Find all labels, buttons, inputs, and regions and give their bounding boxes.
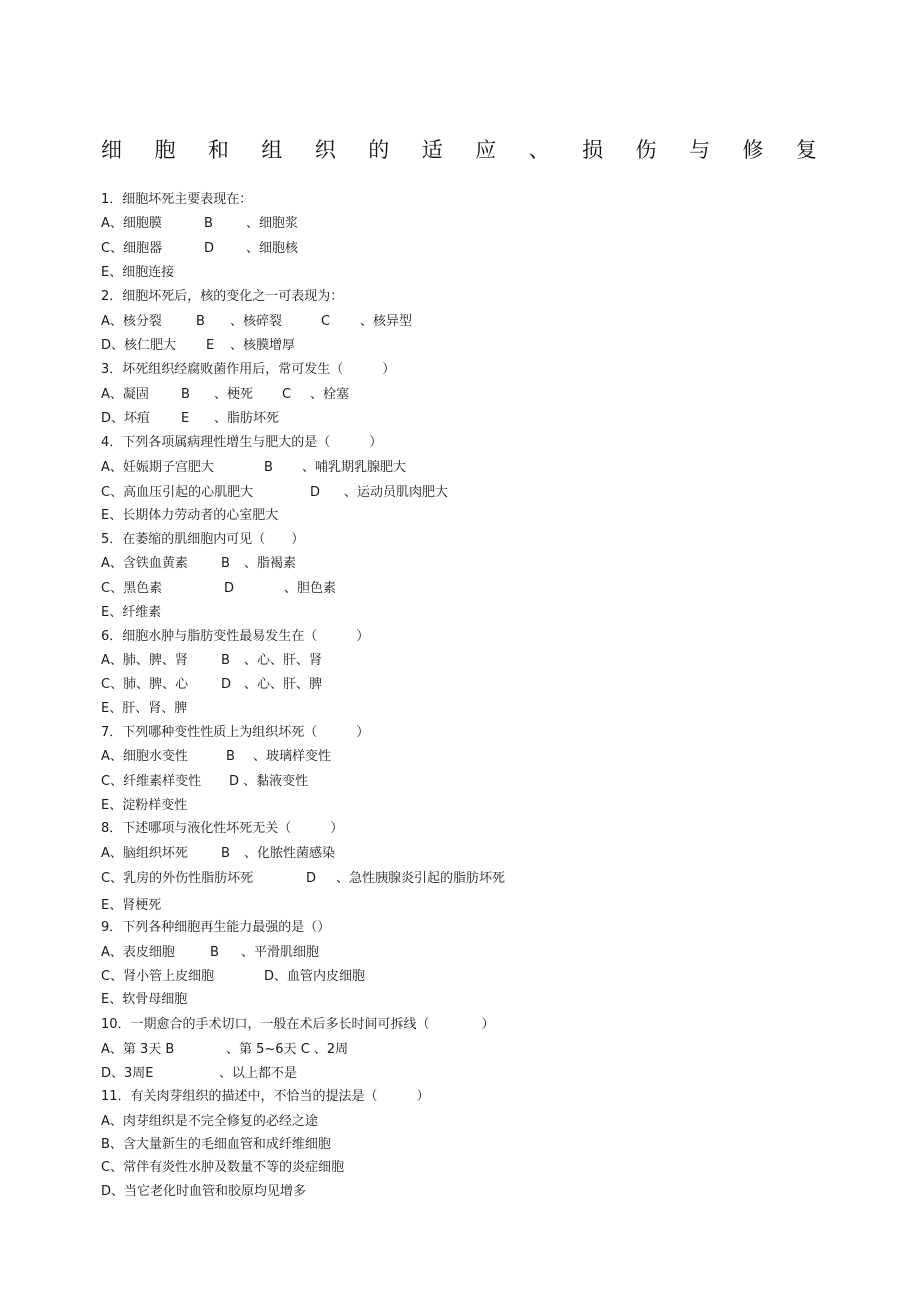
q10-stem: 10．一期愈合的手术切口，一般在术后多长时间可拆线（ ） [101, 1017, 495, 1032]
q3-option-c: 、栓塞 [310, 387, 350, 402]
title-char: 应 [475, 138, 497, 162]
q5-option-d-letter: D [224, 581, 235, 596]
q11-option-b: B、含大量新生的毛细血管和成纤维细胞 [101, 1137, 331, 1152]
title-char: 与 [688, 138, 710, 162]
q4-option-b: 、哺乳期乳腺肥大 [302, 460, 407, 475]
q4-option-b-letter: B [264, 460, 273, 475]
q8-option-c: C、乳房的外伤性脂肪坏死 [101, 871, 254, 886]
q5-stem: 5．在萎缩的肌细胞内可见（ ） [101, 532, 305, 547]
q1-option-d: 、细胞核 [246, 241, 299, 256]
q9-option-b-letter: B [210, 945, 219, 960]
q1-option-b: 、细胞浆 [246, 216, 299, 231]
title-char: 织 [314, 138, 336, 162]
title-char: 胞 [154, 138, 176, 162]
q5-option-b-letter: B [221, 556, 230, 571]
q2-option-c: 、核异型 [360, 314, 413, 329]
q3-option-a: A、凝固 [101, 387, 149, 402]
q11-stem: 11．有关肉芽组织的描述中，不恰当的提法是（ ） [101, 1089, 430, 1104]
q2-option-b: 、核碎裂 [230, 314, 283, 329]
q6-option-a: A、肺、脾、肾 [101, 653, 188, 668]
q8-option-d: 、急性胰腺炎引起的脂肪坏死 [336, 871, 506, 886]
q5-option-e: E、纤维素 [101, 605, 162, 620]
title-char: 的 [368, 138, 390, 162]
title-char: 复 [795, 138, 817, 162]
title-char: 伤 [635, 138, 657, 162]
q11-option-c: C、常伴有炎性水肿及数量不等的炎症细胞 [101, 1160, 345, 1175]
q2-option-d: D、核仁肥大 [101, 338, 177, 353]
q7-option-d: D 、黏液变性 [229, 774, 309, 789]
q6-stem: 6．细胞水肿与脂肪变性最易发生在（ ） [101, 629, 370, 644]
q7-option-c: C、纤维素样变性 [101, 774, 202, 789]
q10-option-b-c: 、第 5~6天 C 、2周 [226, 1042, 349, 1057]
q7-option-b-letter: B [226, 749, 235, 764]
q8-option-b: 、化脓性菌感染 [244, 846, 336, 861]
q3-option-e: 、脂肪坏死 [214, 411, 280, 426]
q11-option-d: D、当它老化时血管和胶原均见增多 [101, 1184, 307, 1199]
q2-option-c-letter: C [321, 314, 331, 329]
q6-option-c: C、肺、脾、心 [101, 677, 189, 692]
q1-option-c: C、细胞器 [101, 241, 163, 256]
title-char: 组 [261, 138, 283, 162]
q8-option-b-letter: B [221, 846, 230, 861]
q9-option-e: E、软骨母细胞 [101, 992, 188, 1007]
q9-option-d: D、血管内皮细胞 [264, 969, 366, 984]
title-char: 细 [101, 138, 122, 162]
q6-option-b: 、心、肝、肾 [244, 653, 323, 668]
q8-option-d-letter: D [306, 871, 317, 886]
q2-option-e: 、核膜增厚 [230, 338, 296, 353]
title-char: 和 [207, 138, 229, 162]
q1-option-b-letter: B [204, 216, 213, 231]
title-char: 损 [582, 138, 604, 162]
q4-option-d: 、运动员肌肉肥大 [344, 485, 449, 500]
q2-option-e-letter: E [206, 338, 215, 353]
q7-stem: 7．下列哪种变性性质上为组织坏死（ ） [101, 725, 370, 740]
q2-option-b-letter: B [196, 314, 205, 329]
q4-option-a: A、妊娠期子宫肥大 [101, 460, 214, 475]
q9-stem: 9．下列各种细胞再生能力最强的是（） [101, 920, 331, 935]
q7-option-b: 、玻璃样变性 [253, 749, 332, 764]
q3-option-b: 、梗死 [214, 387, 254, 402]
q4-stem: 4．下列各项属病理性增生与肥大的是（ ） [101, 435, 383, 450]
q9-option-c: C、肾小管上皮细胞 [101, 969, 215, 984]
q4-option-c: C、高血压引起的心肌肥大 [101, 485, 254, 500]
title-char: 修 [742, 138, 764, 162]
q5-option-b: 、脂褐素 [244, 556, 297, 571]
q5-option-d: 、胆色素 [284, 581, 337, 596]
q1-stem: 1．细胞坏死主要表现在： [101, 192, 253, 207]
q1-option-a: A、细胞膜 [101, 216, 162, 231]
q7-option-e: E、淀粉样变性 [101, 798, 188, 813]
q6-option-e: E、肝、肾、脾 [101, 701, 188, 716]
q4-option-e: E、长期体力劳动者的心室肥大 [101, 508, 279, 523]
q1-option-d-letter: D [204, 241, 215, 256]
q8-stem: 8．下述哪项与液化性坏死无关（ ） [101, 821, 344, 836]
q7-option-a: A、细胞水变性 [101, 749, 188, 764]
q9-option-b: 、平滑肌细胞 [241, 945, 320, 960]
q11-option-a: A、肉芽组织是不完全修复的必经之途 [101, 1114, 318, 1129]
q5-option-a: A、含铁血黄素 [101, 556, 188, 571]
q8-option-a: A、脑组织坏死 [101, 846, 188, 861]
q6-option-b-letter: B [221, 653, 230, 668]
q3-option-d: D、坏疽 [101, 411, 151, 426]
q5-option-c: C、黑色素 [101, 581, 163, 596]
q10-option-d: D、3周E [101, 1066, 154, 1081]
q9-option-a: A、表皮细胞 [101, 945, 175, 960]
q3-option-b-letter: B [181, 387, 190, 402]
q10-option-e: 、以上都不是 [219, 1066, 298, 1081]
q1-option-e: E、细胞连接 [101, 265, 175, 280]
q6-option-d: 、心、肝、脾 [244, 677, 323, 692]
q10-option-a: A、第 3天 B [101, 1042, 175, 1057]
q3-option-c-letter: C [282, 387, 292, 402]
q6-option-d-letter: D [221, 677, 232, 692]
q2-option-a: A、核分裂 [101, 314, 162, 329]
q4-option-d-letter: D [310, 485, 321, 500]
title-char: 适 [421, 138, 443, 162]
document-title [101, 134, 817, 164]
q3-option-e-letter: E [181, 411, 190, 426]
q2-stem: 2．细胞坏死后，核的变化之一可表现为： [101, 289, 344, 304]
title-char: 、 [528, 138, 550, 162]
q3-stem: 3．坏死组织经腐败菌作用后，常可发生（ ） [101, 362, 396, 377]
q8-option-e: E、肾梗死 [101, 898, 162, 913]
